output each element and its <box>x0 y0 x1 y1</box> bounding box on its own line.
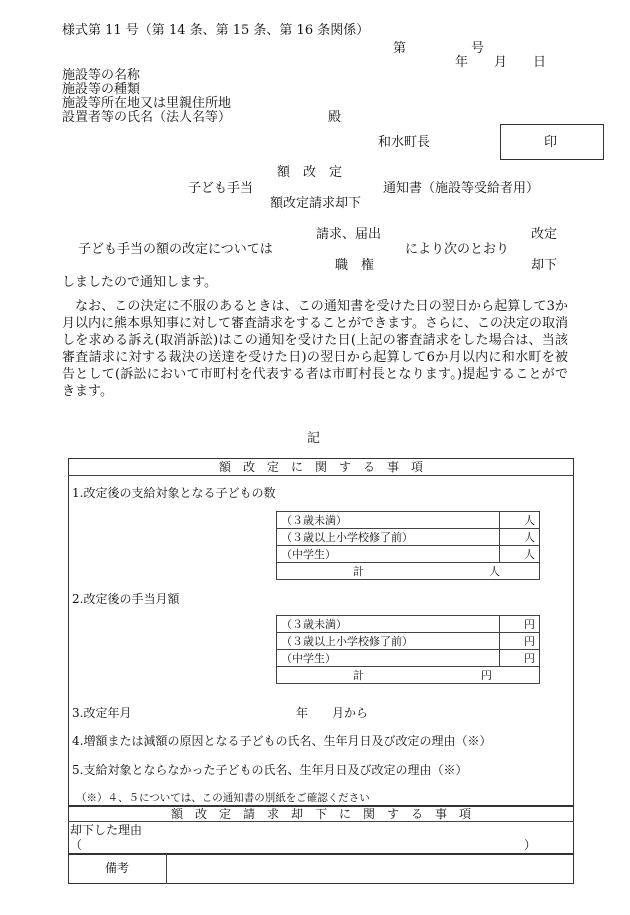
facility-type-label: 施設等の種類 <box>62 82 141 97</box>
row-label: （３歳以上小学校修了前） <box>277 529 500 546</box>
row-label: （３歳未満） <box>277 616 500 633</box>
item-4-label: 4.増額または減額の原因となる子どもの氏名、生年月日及び改定の理由（※） <box>72 734 492 748</box>
children-count-table <box>276 511 540 580</box>
total-label: 計 <box>353 669 364 682</box>
body-middle: により次のとおり <box>405 242 510 257</box>
total-cell <box>277 667 540 684</box>
title-main-left: 子ども手当 <box>188 181 254 196</box>
founder-name-label: 設置者等の氏名（法人名等） <box>62 110 232 125</box>
seal-label: 印 <box>544 135 558 150</box>
issuer-name: 和水町長 <box>378 135 431 150</box>
table-row <box>277 667 540 684</box>
divider <box>68 475 574 476</box>
ki-heading: 記 <box>307 431 321 446</box>
row-unit: 円 <box>500 650 540 667</box>
body-intro: 子ども手当の額の改定については <box>78 242 273 257</box>
table-row <box>277 633 540 650</box>
footnote: （※）４、５については、この通知書の別紙をご確認ください <box>76 792 370 804</box>
honorific: 殿 <box>328 110 342 125</box>
table-row <box>277 529 540 546</box>
table-row <box>277 616 540 633</box>
row-label: （中学生） <box>277 546 500 563</box>
item-2-label: 2.改定後の手当月額 <box>72 592 180 606</box>
table-row <box>277 650 540 667</box>
appeal-notice: なお、この決定に不服のあるときは、この通知書を受けた日の翌日から起算して3か月以内に熊本県知事に対して審査請求をすることができます。さらに、この決定の取消しを求める訴え(取消訴訟)はこの通知を受けた日(上記の審査請求をした場合は、当該審査請求に対する裁決の送達を受けた日)の翌日から起算して6か月以内に和水町を被告として(訴訟において市町村を代表する者は市町村長となります。)提起することができます。 <box>62 299 568 399</box>
row-label: （中学生） <box>277 650 500 667</box>
item-5-label: 5.支給対象とならなかった子どもの氏名、生年月日及び改定の理由（※） <box>72 763 468 777</box>
paren-open: （ <box>70 838 83 852</box>
row-label: （３歳未満） <box>277 512 500 529</box>
paren-close: ） <box>524 838 537 852</box>
divider <box>166 854 167 884</box>
title-option-rejection: 額改定請求却下 <box>270 196 362 211</box>
revision-section-header: 額 改 定 に 関 す る 事 項 <box>218 460 423 474</box>
form-number: 様式第 11 号（第 14 条、第 15 条、第 16 条関係） <box>62 23 370 38</box>
basis-authority: 職 権 <box>335 258 375 273</box>
title-option-revision: 額 改 定 <box>277 165 343 180</box>
row-unit: 円 <box>500 616 540 633</box>
title-main-right: 通知書（施設等受給者用） <box>383 181 540 196</box>
table-row <box>277 546 540 563</box>
issue-date: 年 月 日 <box>455 55 547 70</box>
item-3-value: 年 月から <box>296 706 369 720</box>
total-cell <box>277 563 540 580</box>
row-unit: 人 <box>500 546 540 563</box>
remarks-label: 備考 <box>104 861 129 875</box>
facility-name-label: 施設等の名称 <box>62 68 141 83</box>
option-reject: 却下 <box>531 258 558 273</box>
total-unit: 円 <box>481 669 492 682</box>
row-unit: 円 <box>500 633 540 650</box>
body-closing: しましたので通知します。 <box>62 275 217 290</box>
item-1-label: 1.改定後の支給対象となる子どもの数 <box>72 486 276 500</box>
document-number: 第 号 <box>393 41 485 56</box>
item-3-label: 3.改定年月 <box>72 706 132 720</box>
table-row <box>277 563 540 580</box>
row-label: （３歳以上小学校修了前） <box>277 633 500 650</box>
monthly-amount-table <box>276 615 540 684</box>
row-unit: 人 <box>500 529 540 546</box>
rejection-section-header: 額 改 定 請 求 却 下 に 関 す る 事 項 <box>170 807 471 821</box>
option-revise: 改定 <box>531 227 558 242</box>
table-row <box>277 512 540 529</box>
basis-request: 請求、届出 <box>316 227 382 242</box>
row-unit: 人 <box>500 512 540 529</box>
total-unit: 人 <box>489 565 500 578</box>
facility-address-label: 施設等所在地又は里親住所地 <box>62 96 232 111</box>
rejection-reason-label: 却下した理由 <box>70 823 143 837</box>
divider <box>68 821 574 822</box>
total-label: 計 <box>353 565 364 578</box>
